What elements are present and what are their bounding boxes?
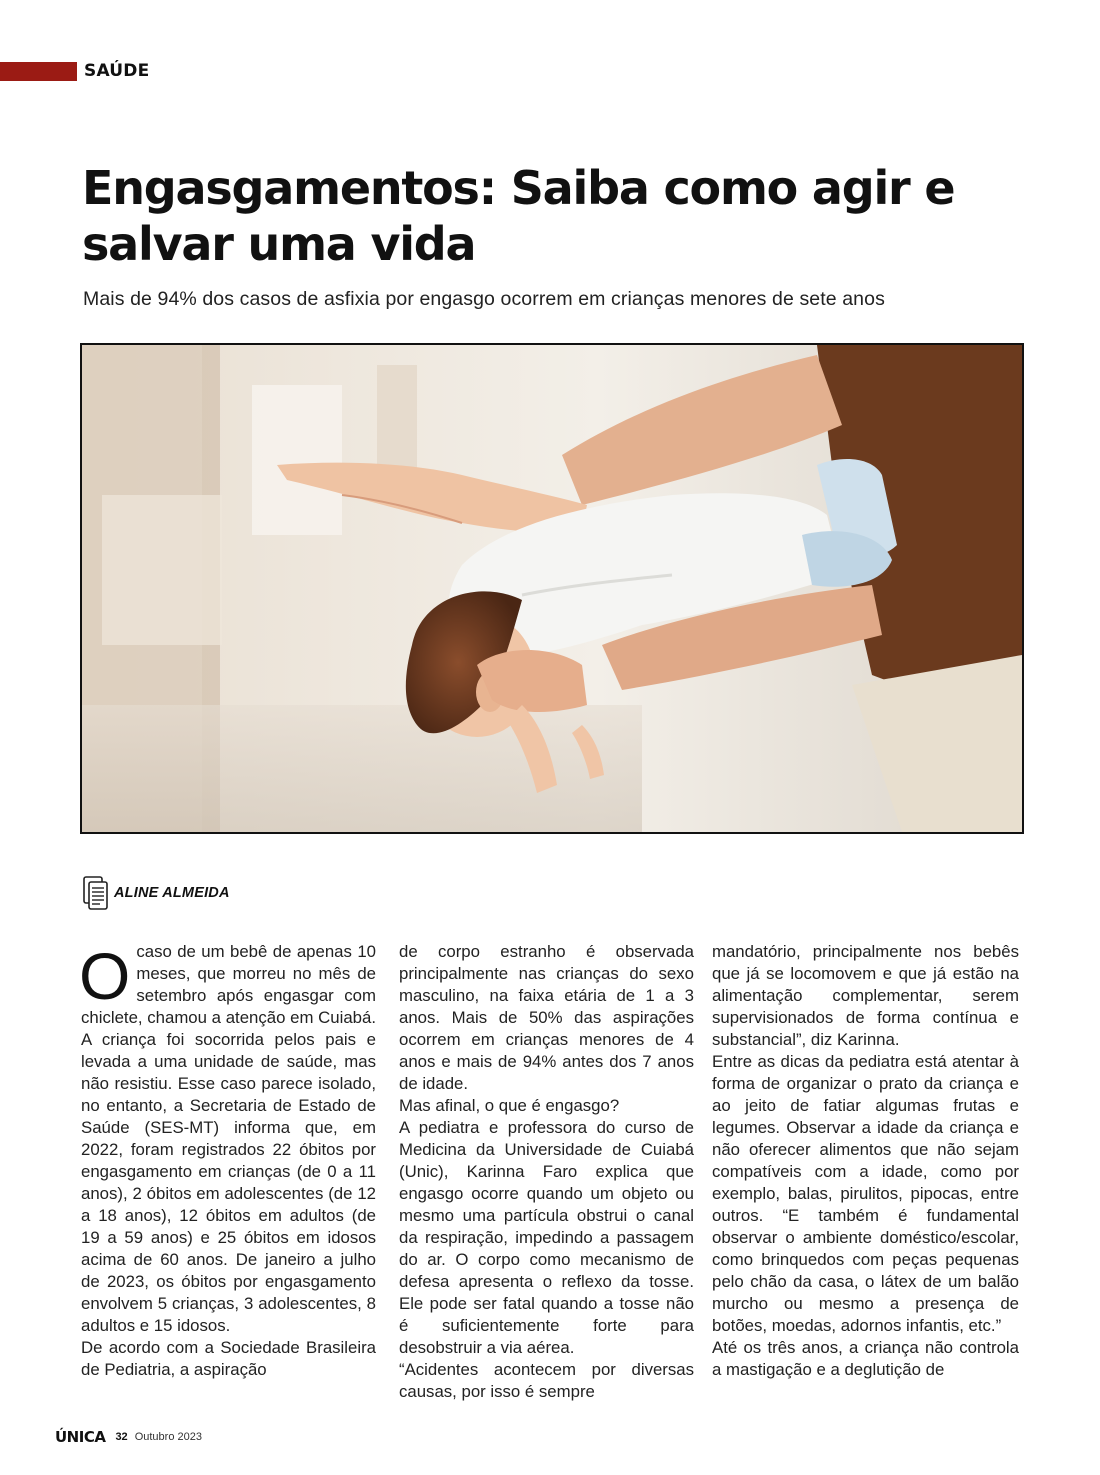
- author-name: ALINE ALMEIDA: [114, 885, 230, 901]
- article-photo: [80, 343, 1024, 834]
- document-icon: [82, 873, 110, 913]
- body-paragraph: de corpo estranho é observada principalmente nas crianças do sexo masculino, na faixa etária de 1 a 3 anos. Mais de 50% das aspirações ocorrem em crianças menores de 4 anos e mais de 94% antes dos 7 anos de idade.: [399, 942, 694, 1093]
- body-column-1: [81, 941, 376, 1381]
- section-subheading: Mas afinal, o que é engasgo?: [399, 1096, 620, 1115]
- page-footer: [55, 1428, 202, 1446]
- body-column-3: [712, 941, 1019, 1381]
- body-paragraph: A pediatra e professora do curso de Medicina da Universidade de Cuiabá (Unic), Karinna Faro explica que engasgo ocorre quando um objeto ou mesmo uma partícula obstrui o canal da respiração, impedindo a passagem do ar. O corpo como mecanismo de defesa apresenta o reflexo da tosse. Ele pode ser fatal quando a tosse não é suficientemente forte para desobstruir a via aérea.: [399, 1118, 694, 1357]
- page-number: 32: [115, 1431, 128, 1443]
- issue-date: Outubro 2023: [134, 1431, 202, 1443]
- body-paragraph: caso de um bebê de apenas 10 meses, que morreu no mês de setembro após engasgar com chiclete, chamou a atenção em Cuiabá. A criança foi socorrida pelos pais e levada a uma unidade de saúde, mas não resistiu. Esse caso parece isolado, no entanto, a Secretaria de Estado de Saúde (SES-MT) informa que, em 2022, foram registrados 22 óbitos por engasgamento em crianças (de 0 a 11 anos), 2 óbitos em adolescentes (de 12 a 18 anos), 12 óbitos em adultos (de 19 a 59 anos) e 25 óbitos em idosos acima de 60 anos. De janeiro a julho de 2023, os óbitos por engasgamento envolvem 5 crianças, 3 adolescentes, 8 adultos e 15 idosos.: [81, 942, 376, 1335]
- magazine-logo: ÚNICA: [55, 1428, 106, 1446]
- byline: [82, 873, 230, 913]
- section-label: SAÚDE: [84, 61, 150, 81]
- infant-choking-first-aid-photo: [82, 345, 1022, 832]
- section-accent-bar: [0, 62, 77, 81]
- body-paragraph: Entre as dicas da pediatra está atentar à forma de organizar o prato da criança e ao jeito de fatiar algumas frutas e legumes. Observar a idade da criança e não oferecer alimentos que não sejam compatíveis com a idade, como por exemplo, balas, pirulitos, pipocas, entre outros. “E também é fundamental observar o ambiente doméstico/escolar, como brinquedos com peças pequenas pelo chão da casa, o látex de um balão murcho ou mesmo a presença de botões, moedas, adornos infantis, etc.”: [712, 1052, 1019, 1335]
- body-paragraph: De acordo com a Sociedade Brasileira de Pediatria, a aspiração: [81, 1338, 376, 1379]
- body-paragraph: “Acidentes acontecem por diversas causas, por isso é sempre: [399, 1360, 694, 1401]
- article-subtitle: Mais de 94% dos casos de asfixia por engasgo ocorrem em crianças menores de sete anos: [83, 288, 885, 310]
- body-paragraph: mandatório, principalmente nos bebês que já se locomovem e que já estão na alimentação complementar, serem supervisionados de forma contínua e substancial”, diz Karinna.: [712, 942, 1019, 1049]
- article-headline: Engasgamentos: Saiba como agir e salvar uma vida: [82, 161, 955, 271]
- drop-cap: O: [79, 939, 131, 1013]
- body-column-2: [399, 941, 694, 1403]
- body-paragraph: Até os três anos, a criança não controla a mastigação e a deglutição de: [712, 1338, 1019, 1379]
